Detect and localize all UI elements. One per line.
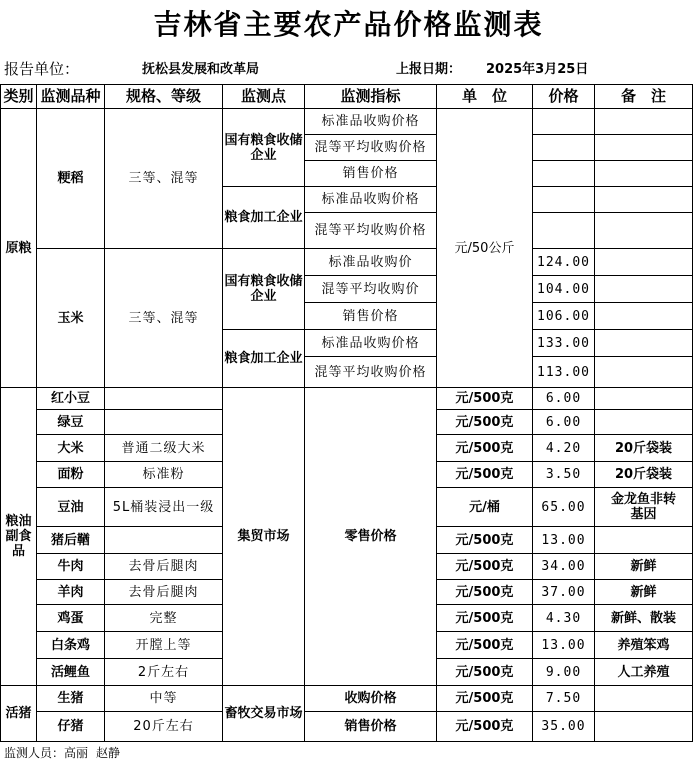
spec-cell <box>105 410 223 435</box>
point-rice-proc: 粮食加工企业 <box>223 187 305 249</box>
spec-cell: 中等 <box>105 686 223 712</box>
variety-cell: 鸡蛋 <box>37 605 105 632</box>
variety-cell: 羊肉 <box>37 580 105 605</box>
remark-cell <box>595 161 693 187</box>
price-cell: 124.00 <box>533 249 595 276</box>
remark-cell: 金龙鱼非转基因 <box>595 488 693 527</box>
price-cell: 13.00 <box>533 632 595 659</box>
price-cell <box>533 187 595 213</box>
spec-cell: 5L桶装浸出一级 <box>105 488 223 527</box>
unit-cell: 元/500克 <box>437 580 533 605</box>
header-price: 价格 <box>533 85 595 109</box>
remark-cell <box>595 109 693 135</box>
remark-cell <box>595 276 693 303</box>
price-cell: 6.00 <box>533 410 595 435</box>
spec-cell: 标准粉 <box>105 462 223 488</box>
spec-cell: 2斤左右 <box>105 659 223 686</box>
point-pigs: 畜牧交易市场 <box>223 686 305 742</box>
header-variety: 监测品种 <box>37 85 105 109</box>
remark-cell <box>595 135 693 161</box>
indicator: 收购价格 <box>305 686 437 712</box>
indicator: 标准品收购价格 <box>305 109 437 135</box>
indicator-food: 零售价格 <box>305 388 437 686</box>
header-unit: 单 位 <box>437 85 533 109</box>
spec-cell: 去骨后腿肉 <box>105 554 223 580</box>
price-cell: 34.00 <box>533 554 595 580</box>
price-cell: 65.00 <box>533 488 595 527</box>
report-bar <box>0 52 697 80</box>
unit-cell: 元/500克 <box>437 462 533 488</box>
variety-cell: 面粉 <box>37 462 105 488</box>
price-cell: 106.00 <box>533 303 595 330</box>
remark-cell: 养殖笨鸡 <box>595 632 693 659</box>
variety-rice: 粳稻 <box>37 109 105 249</box>
remark-cell: 新鲜 <box>595 554 693 580</box>
remark-cell <box>595 527 693 554</box>
spec-cell <box>105 527 223 554</box>
report-date-value: 2025年3月25日 <box>486 62 589 77</box>
remark-cell <box>595 330 693 357</box>
variety-cell: 活鲤鱼 <box>37 659 105 686</box>
price-cell: 7.50 <box>533 686 595 712</box>
category-food: 粮油副食品 <box>1 388 37 686</box>
spec-cell: 普通二级大米 <box>105 435 223 462</box>
remark-cell <box>595 213 693 249</box>
remark-cell: 新鲜、散装 <box>595 605 693 632</box>
indicator: 混等平均收购价格 <box>305 357 437 388</box>
header-category: 类别 <box>1 85 37 109</box>
price-cell: 9.00 <box>533 659 595 686</box>
variety-cell: 白条鸡 <box>37 632 105 659</box>
unit-cell: 元/500克 <box>437 632 533 659</box>
remark-cell: 20斤袋装 <box>595 435 693 462</box>
price-cell: 4.30 <box>533 605 595 632</box>
report-date-label: 上报日期： <box>396 62 462 77</box>
price-cell: 6.00 <box>533 388 595 410</box>
indicator: 销售价格 <box>305 712 437 742</box>
unit-cell: 元/500克 <box>437 659 533 686</box>
table-row <box>1 249 693 276</box>
unit-cell: 元/500克 <box>437 686 533 712</box>
header-indicator: 监测指标 <box>305 85 437 109</box>
unit-cell: 元/500克 <box>437 605 533 632</box>
footer-label: 监测人员： <box>4 746 65 760</box>
spec-corn: 三等、混等 <box>105 249 223 388</box>
indicator: 销售价格 <box>305 161 437 187</box>
spec-cell: 完整 <box>105 605 223 632</box>
price-cell <box>533 213 595 249</box>
unit-cell: 元/500克 <box>437 435 533 462</box>
price-monitor-table <box>0 84 693 742</box>
indicator: 销售价格 <box>305 303 437 330</box>
header-point: 监测点 <box>223 85 305 109</box>
page-title: 吉林省主要农产品价格监测表 <box>153 8 544 41</box>
table-row <box>1 686 693 712</box>
table-row <box>1 388 693 410</box>
variety-cell: 生猪 <box>37 686 105 712</box>
remark-cell <box>595 249 693 276</box>
variety-cell: 猪后鞧 <box>37 527 105 554</box>
point-food: 集贸市场 <box>223 388 305 686</box>
variety-cell: 绿豆 <box>37 410 105 435</box>
variety-cell: 红小豆 <box>37 388 105 410</box>
unit-cell: 元/500克 <box>437 527 533 554</box>
remark-cell <box>595 357 693 388</box>
point-rice-state: 国有粮食收储企业 <box>223 109 305 187</box>
indicator: 混等平均收购价格 <box>305 213 437 249</box>
remark-cell <box>595 388 693 410</box>
header-row <box>1 85 693 109</box>
unit-cell: 元/桶 <box>437 488 533 527</box>
point-corn-state: 国有粮食收储企业 <box>223 249 305 330</box>
unit-cell: 元/500克 <box>437 388 533 410</box>
indicator: 标准品收购价 <box>305 249 437 276</box>
header-spec: 规格、等级 <box>105 85 223 109</box>
remark-cell <box>595 187 693 213</box>
remark-cell: 20斤袋装 <box>595 462 693 488</box>
remark-cell: 人工养殖 <box>595 659 693 686</box>
price-cell <box>533 109 595 135</box>
price-cell: 37.00 <box>533 580 595 605</box>
variety-cell: 豆油 <box>37 488 105 527</box>
spec-cell: 20斤左右 <box>105 712 223 742</box>
indicator: 混等平均收购价格 <box>305 135 437 161</box>
price-cell: 35.00 <box>533 712 595 742</box>
variety-cell: 大米 <box>37 435 105 462</box>
indicator: 标准品收购价格 <box>305 330 437 357</box>
remark-cell: 新鲜 <box>595 580 693 605</box>
remark-cell <box>595 686 693 712</box>
table-row <box>1 109 693 135</box>
category-pigs: 活猪 <box>1 686 37 742</box>
indicator: 混等平均收购价 <box>305 276 437 303</box>
spec-cell <box>105 388 223 410</box>
header-remark: 备 注 <box>595 85 693 109</box>
price-cell: 113.00 <box>533 357 595 388</box>
spec-rice: 三等、混等 <box>105 109 223 249</box>
footer <box>4 744 128 761</box>
variety-corn: 玉米 <box>37 249 105 388</box>
unit-grain: 元/50公斤 <box>437 109 533 388</box>
price-cell <box>533 161 595 187</box>
footer-name: 赵静 <box>96 746 121 760</box>
remark-cell <box>595 712 693 742</box>
category-grain: 原粮 <box>1 109 37 388</box>
variety-cell: 仔猪 <box>37 712 105 742</box>
point-corn-proc: 粮食加工企业 <box>223 330 305 388</box>
price-cell: 104.00 <box>533 276 595 303</box>
unit-cell: 元/500克 <box>437 554 533 580</box>
price-cell: 4.20 <box>533 435 595 462</box>
spec-cell: 去骨后腿肉 <box>105 580 223 605</box>
remark-cell <box>595 303 693 330</box>
spec-cell: 开膛上等 <box>105 632 223 659</box>
unit-cell: 元/500克 <box>437 712 533 742</box>
variety-cell: 牛肉 <box>37 554 105 580</box>
price-cell: 3.50 <box>533 462 595 488</box>
indicator: 标准品收购价格 <box>305 187 437 213</box>
footer-name: 高丽 <box>64 746 89 760</box>
price-cell: 133.00 <box>533 330 595 357</box>
report-unit-value: 抚松县发展和改革局 <box>142 62 260 77</box>
price-cell: 13.00 <box>533 527 595 554</box>
remark-cell <box>595 410 693 435</box>
price-cell <box>533 135 595 161</box>
table-row <box>1 712 693 742</box>
report-unit-label: 报告单位： <box>4 60 80 78</box>
unit-cell: 元/500克 <box>437 410 533 435</box>
